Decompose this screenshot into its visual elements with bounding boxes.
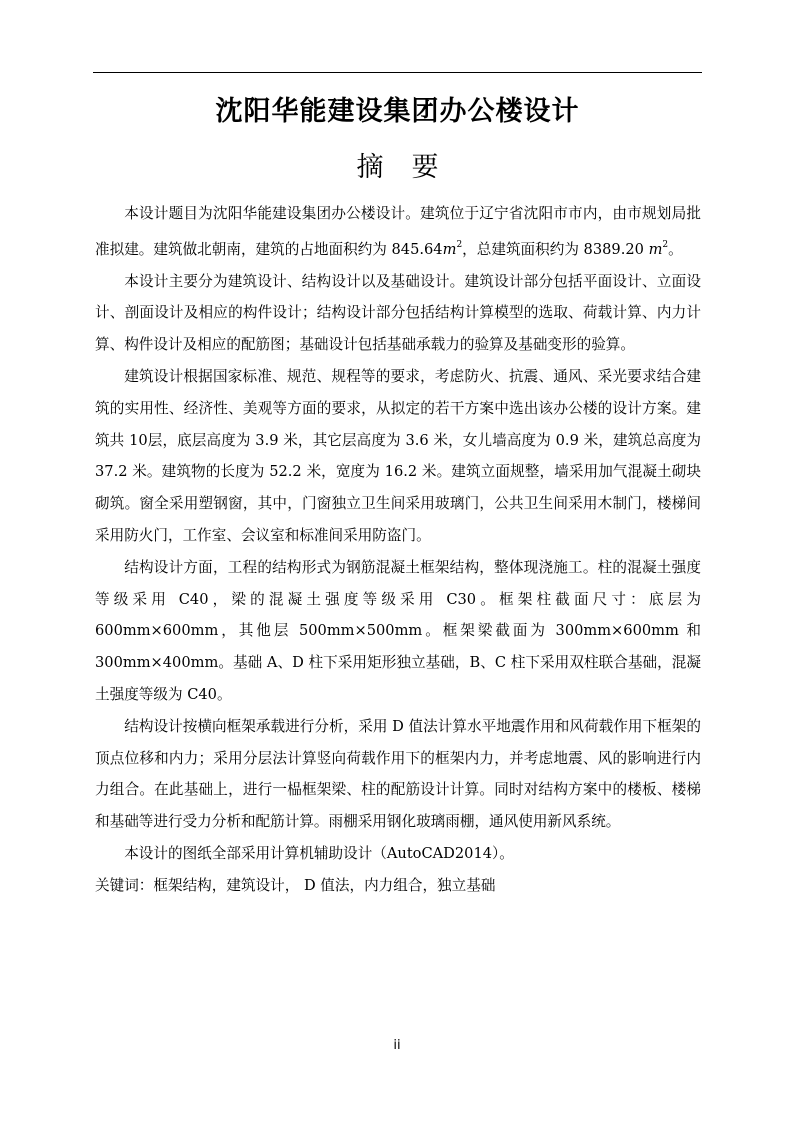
- paragraph-structure: 结构设计方面，工程的结构形式为钢筋混凝土框架结构，整体现浇施工。柱的混凝土强度等级采用 C40，梁的混凝土强度等级采用 C30。框架柱截面尺寸：底层为 600mm×600mm，其他层 500mm×500mm。框架梁截面为 300mm×600mm 和 300mm×400mm。基础 A、D 柱下采用矩形独立基础，B、C 柱下采用双柱联合基础，混凝土强度等级为 C40。: [95, 558, 701, 703]
- paragraph-analysis: 结构设计按横向框架承载进行分析，采用 D 值法计算水平地震作用和风荷载作用下框架的顶点位移和内力；采用分层法计算竖向荷载作用下的框架内力，并考虑地震、风的影响进行内力组合。在此基础上，进行一榀框架梁、柱的配筋设计计算。同时对结构方案中的楼板、楼梯和基础等进行受力分析和配筋计算。雨棚采用钢化玻璃雨棚，通风使用新风系统。: [95, 717, 701, 831]
- paragraph-text: 本设计题目为沈阳华能建设集团办公楼设计。建筑位于辽宁省沈阳市市内，由市规划局批准拟建。建筑做北朝南，建筑的占地面积约为 845.64: [95, 205, 701, 258]
- paragraph-text: ，总建筑面积约为 8389.20: [462, 240, 649, 258]
- document-title: 沈阳华能建设集团办公楼设计: [215, 96, 580, 127]
- page-number: ii: [393, 1038, 401, 1053]
- paragraph-architecture: 建筑设计根据国家标准、规范、规程等的要求，考虑防火、抗震、通风、采光要求结合建筑的实用性、经济性、美观等方面的要求，从拟定的若干方案中选出该办公楼的设计方案。建筑共 10层，底层高度为 3.9 米，其它层高度为 3.6 米，女儿墙高度为 0.9 米，建筑总高度为 37.2 米。建筑物的长度为 52.2 米，宽度为 16.2 米。建筑立面规整，墙采用加气混凝土砌块砌筑。窗全采用塑钢窗，其中，门窗独立卫生间采用玻璃门，公共卫生间采用木制门，楼梯间采用防火门，工作室、会议室和标准间采用防盗门。: [95, 367, 701, 544]
- area-unit: $m^2$: [648, 239, 669, 258]
- paragraph-scope: 本设计主要分为建筑设计、结构设计以及基础设计。建筑设计部分包括平面设计、立面设计、剖面设计及相应的构件设计；结构设计部分包括结构计算模型的选取、荷载计算、内力计算、构件设计及相应的配筋图；基础设计包括基础承载力的验算及基础变形的验算。: [95, 272, 701, 354]
- abstract-heading: 摘要: [356, 152, 467, 183]
- keywords: 关键词：框架结构，建筑设计， D 值法，内力组合，独立基础: [95, 876, 496, 894]
- paragraph-text: 。: [668, 240, 683, 258]
- abstract-body: [95, 198, 701, 902]
- paragraph-location: [95, 198, 701, 266]
- paragraph-cad: 本设计的图纸全部采用计算机辅助设计（AutoCAD2014）。: [124, 844, 514, 862]
- area-unit: $m^2$: [442, 239, 463, 258]
- header-rule: [93, 72, 702, 73]
